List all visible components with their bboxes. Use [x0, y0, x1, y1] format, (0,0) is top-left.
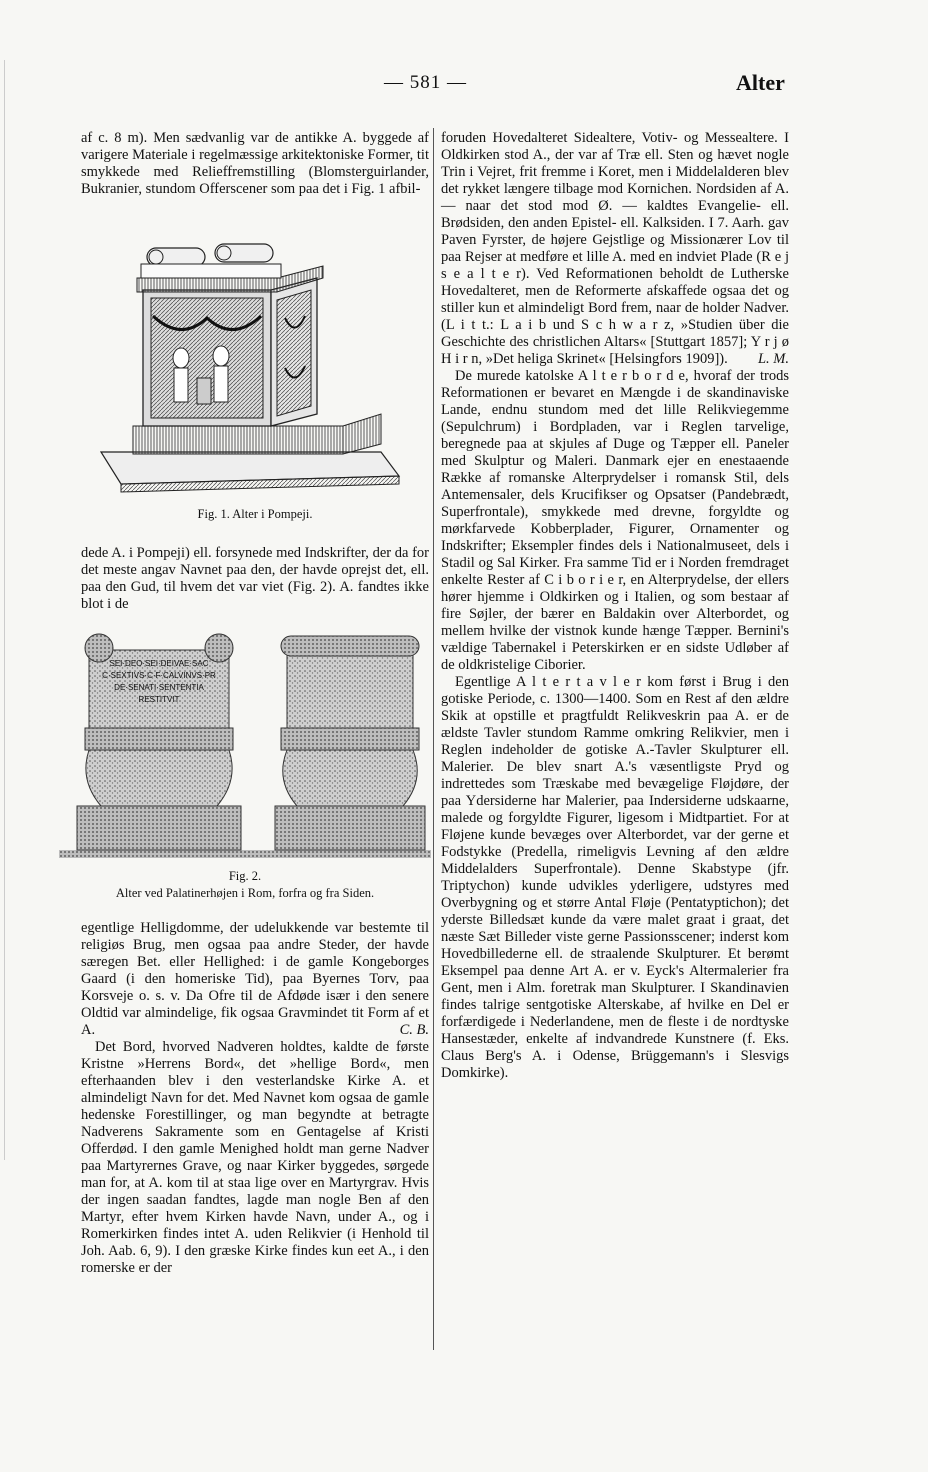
page-number: — 581 — — [384, 72, 467, 93]
figure-1-caption: Fig. 1. Alter i Pompeji. — [197, 507, 313, 521]
paragraph-intro: af c. 8 m). Men sædvanlig var de antikke A. byggede af varigere Materiale i regelmæssige arkitektoniske Former, tit smykkede med Relieffremstilling (Blomsterguirlander, Bukranier, stundom Offerscener som paa det i Fig. 1 afbil- — [81, 130, 429, 197]
palatine-altar-illustration — [59, 630, 431, 862]
paragraph-communion-table: Det Bord, hvorved Nadveren holdtes, kaldte de første Kristne »Herrens Bord«, det »hellige Bord«, men efterhaanden blev i den vesterlandske Kirke A. et almindeligt Navn for det. Med Navnet kom ogsaa de gamle hedenske Forestillinger, og man begyndte at betragte Nadverens Sakramente som en Gentagelse af Kristi Offerdød. I den gamle Menighed holdt man gerne Nadver paa Martyrernes Grave, og naar Kirker byggedes, sørgede man for, at A. kom til at staa lige over en Martyrgrav. Hvis der ingen saadan fandtes, lagde man nogle Ben af den Martyr, efter hvem Kirken havde Navn, under A., og i Romerkirken findes intet A. uden Relikvier (i Henhold til Joh. Aab. 6, 9). I den græske Kirke findes kun eet A., i den romerske er der — [81, 1039, 429, 1276]
left-column-after-fig2 — [81, 920, 429, 1277]
svg-text:RESTITVIT: RESTITVIT — [138, 695, 180, 704]
text-side-altars: foruden Hovedalteret Sidealtere, Votiv- og Messealtere. I Oldkirken stod A., der var af Træ ell. Sten og hævet nogle Trin i Vejret, frit fremme i Koret, men i Middelalderen blev det rykket længere tilbage mod Kornichen. Nordsiden af A. — naar det stod mod Ø. — kaldtes Evangelie- ell. Brødsiden, den anden Epistel- ell. Kalksiden. I 7. Aarh. gav Paven Fyrster, de højere Gejstlige og Missionærer Lov til paa Rejser at medføre et lille A. med en indviet Plade (R e j s e a l t e r). Ved Reformationen beholdt de Lutherske Hovedalteret, men de Reformerte afskaffede ogsaa det og stiller kun et almindeligt Bord frem, naar de holder Nadver. (L i t t.: L a i b und S c h w a r z, »Studien über die Geschichte des christlichen Altars« [Stuttgart 1857]; Y r j ø H i r n, »Det heliga Skrinet« [Helsingfors 1909]). — [441, 130, 789, 367]
svg-text:C·SEXTIVS·C·F·CALVINVS·PR: C·SEXTIVS·C·F·CALVINVS·PR — [102, 671, 216, 680]
svg-text:DE·SENATI·SENTENTIA: DE·SENATI·SENTENTIA — [114, 683, 204, 692]
signature-lm: L. M. — [757, 351, 789, 367]
text-sacred-places: egentlige Helligdomme, der udelukkende var bestemte til religiøs Brug, men ogsaa paa andre Steder, der havde særegen Bet. eller Hellighed: i de gamle Kongeborges Gaard (i den homeriske Tid), paa Byernes Torv, paa Korsveje o. s. v. Da Ofre til de Afdøde især i den senere Oldtid var almindelige, fik ogsaa Gravmindet tit Form af et A. — [81, 920, 429, 1038]
pompeii-altar-illustration — [81, 238, 429, 500]
column-divider — [433, 128, 434, 1350]
paragraph-altarpieces: Egentlige A l t e r t a v l e r kom først i Brug i den gotiske Periode, c. 1300—1400. Som en Rest af den ældre Skik at opstille et pragtfuldt Relikveskrin paa A. er de ældste Tavler stundom Ramme omkring Relikvier, men i Reglen indeholder de gotiske A.-Tavler Skulpturer ell. Malerier. De blev snart A.'s væsentligste Pryd og indrettedes som Træskabe med bevægelige Fløjdøre, der paa Ydersiderne har Malerier, paa Indersiderne udskaarne, malede og forgyldte Figurer, ligesom i Midtpartiet. For at Fløjene kunde bevæges over Alterbordet, var der gerne et Fodstykke (Predella, rimeligvis Levning af den ældre Middelalders Superfrontale). Denne Skabstype (jfr. Triptychon) kunde udvikles yderligere, udstyres med Overbygning og et større Antal Fløje (Pentatyptichon); det yderste Billedsæt kunde da være malet graat i graat, det næste Sæt Billeder viste gerne Passionsscener; inderst kom Hovedbillederne ell. de straalende Skulpturer. Et berømt Eksempel paa denne Art A. er v. Eyck's Altermalerier fra Gent, men i Alm. foretrak man Skulpturer. I Skandinavien findes talrige sentgotiske Alterskabe, af hvilke en Del er forfærdigede i Nederlandene, men de fleste i de nordtyske Hansestæder, enkelte af indvandrede Kunstnere (f. Eks. Claus Berg's A. i Odense, Brüggemann's i Slesvigs Domkirke). — [441, 674, 789, 1081]
page-edge-mark — [4, 60, 5, 1160]
paragraph-after-fig2 — [81, 920, 429, 1039]
paragraph-altar-tables: De murede katolske A l t e r b o r d e, hvoraf der trods Reformationen er bevaret en Mængde i de skandinaviske Lande, endnu stundom med det lille Relikviegemme (Sepulchrum) i Bordpladen, var i Reglen tarvelige, beregnede paa at skjules af Duge og Tæpper ell. Paneler med Skulptur og Maleri. Danmark ejer en enestaaende Række af romanske Alterprydelser i romansk Stil, dels Antemensaler, dels Krucifikser og Opsatser (Pandebrædt, Superfrontale), smykkede med drevne, forgyldte og mørkfarvede Kobberplader, Figurer, Ornamenter og Indskrifter; Eksempler findes dels i Nationalmuseet, dels i Stadil og Sal Kirker. Fra samme Tid er i Norden fremdraget enkelte Rester af C i b o r i e r, en Alterprydelse, der ellers hører hjemme i Oldkirken og i Italien, og som bestaar af fire Søjler, der bærer en Baldakin over Alterbordet, og mellem hvilke der vistnok kunde hænge Tæpper. Bernini's vældige Tabernakel i Peterskirken er en sidste Udløber af de oldkristelige Ciborier. — [441, 368, 789, 673]
right-column — [441, 130, 789, 1082]
figure-1 — [81, 238, 429, 522]
paragraph-side-altars — [441, 130, 789, 368]
signature-cb: C. B. — [399, 1022, 429, 1038]
figure-2-caption: Alter ved Palatinerhøjen i Rom, forfra og fra Siden. — [115, 886, 375, 900]
running-headword: Alter — [736, 70, 785, 95]
left-column-intro — [81, 130, 429, 198]
svg-text:SEI·DEO·SEI·DEIVAE·SAC: SEI·DEO·SEI·DEIVAE·SAC — [109, 659, 209, 668]
paragraph-after-fig1: dede A. i Pompeji) ell. forsynede med Indskrifter, der da for det meste angav Navnet paa den, der havde oprejst det, ell. paa den Gud, til hvem det var viet (Fig. 2). A. fandtes ikke blot i de — [81, 545, 429, 612]
figure-2-caption-number: Fig. 2. — [228, 869, 262, 883]
figure-2 — [59, 630, 431, 901]
left-column-after-fig1 — [81, 545, 429, 613]
